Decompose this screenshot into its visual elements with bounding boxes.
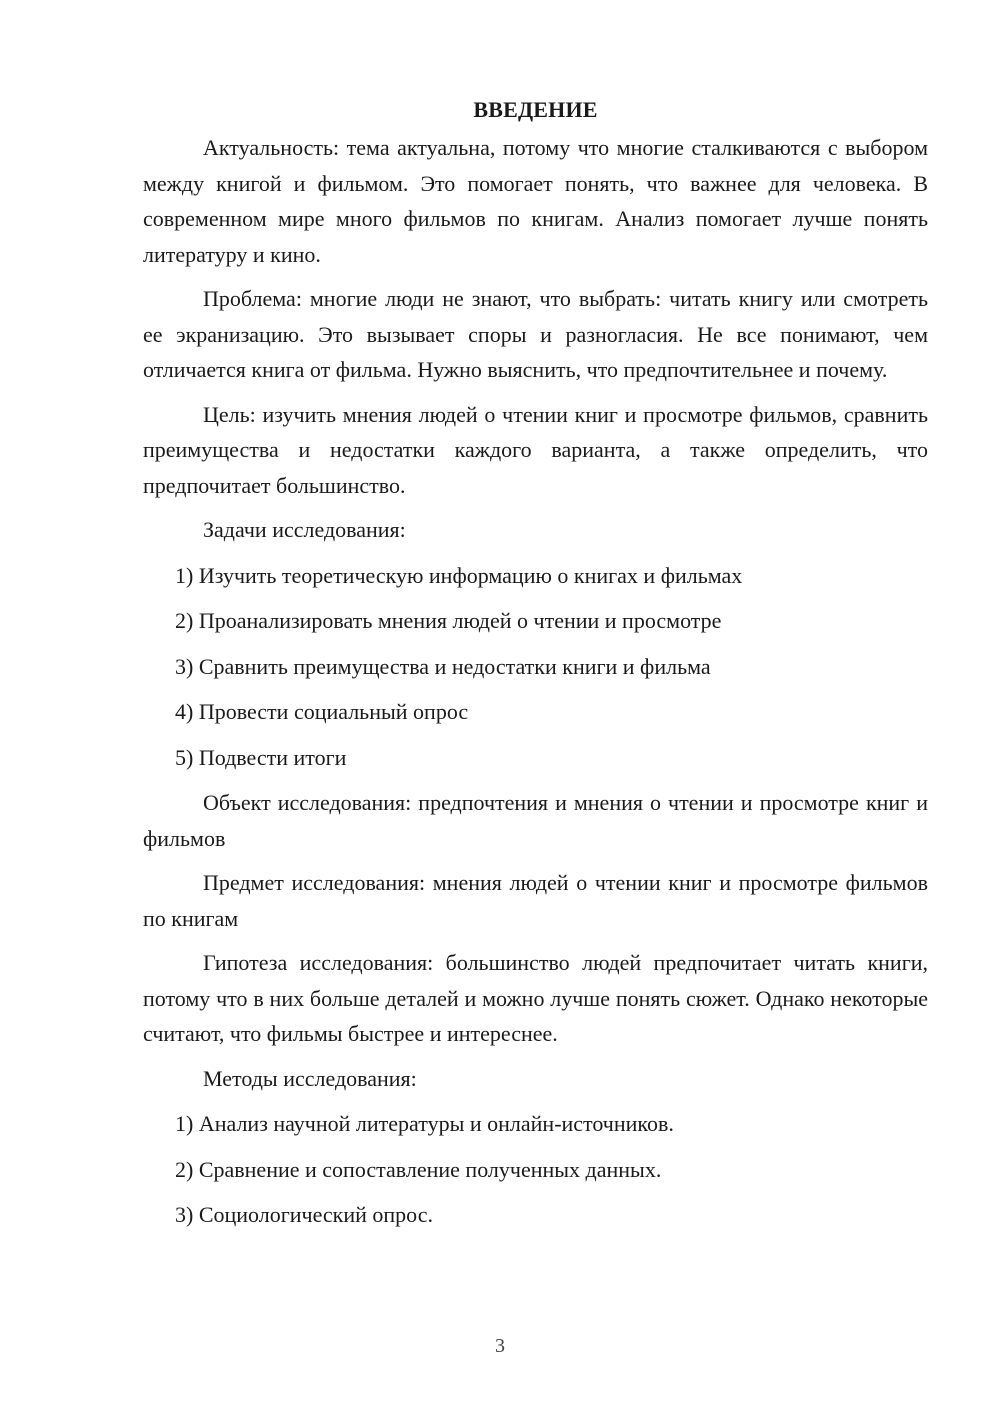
list-item: 2) Проанализировать мнения людей о чтении и просмотре xyxy=(175,608,722,633)
page-number: 3 xyxy=(495,1335,505,1357)
hypothesis-paragraph: Гипотеза исследования: большинство людей предпочитает читать книги, потому что в них больше деталей и можно лучше понять сюжет. Однако некоторые считают, что фильмы быстрее и интереснее. xyxy=(143,950,928,1046)
list-item: 3) Сравнить преимущества и недостатки книги и фильма xyxy=(175,653,711,679)
document-page xyxy=(143,96,928,1243)
list-item: 5) Подвести итоги xyxy=(175,744,347,770)
tasks-label: Задачи исследования: xyxy=(203,517,406,542)
list-item: 1) Анализ научной литературы и онлайн-источников. xyxy=(175,1111,674,1136)
page-title: ВВЕДЕНИЕ xyxy=(473,97,598,122)
subject-paragraph: Предмет исследования: мнения людей о чтении книг и просмотре фильмов по книгам xyxy=(143,870,928,931)
list-item: 1) Изучить теоретическую информацию о книгах и фильмах xyxy=(175,562,743,588)
object-paragraph: Объект исследования: предпочтения и мнения о чтении и просмотре книг и фильмов xyxy=(143,790,928,851)
methods-list xyxy=(175,1106,928,1233)
tasks-list xyxy=(175,558,928,776)
list-item: 4) Провести социальный опрос xyxy=(175,699,469,724)
list-item: 2) Сравнение и сопоставление полученных данных. xyxy=(175,1156,662,1182)
problem-paragraph: Проблема: многие люди не знают, что выбрать: читать книгу или смотреть ее экранизацию. Это вызывает споры и разногласия. Не все понимают, чем отличается книга от фильма. Нужно выяснить, что предпочтительнее и почему. xyxy=(143,286,928,382)
relevance-paragraph: Актуальность: тема актуальна, потому что многие сталкиваются с выбором между книгой и фильмом. Это помогает понять, что важнее для человека. В современном мире много фильмов по книгам. Анализ помогает лучше понять литературу и кино. xyxy=(143,135,928,267)
list-item: 3) Социологический опрос. xyxy=(175,1202,433,1227)
goal-paragraph: Цель: изучить мнения людей о чтении книг и просмотре фильмов, сравнить преимущества и недостатки каждого варианта, а также определить, что предпочитает большинство. xyxy=(143,401,928,498)
methods-label: Методы исследования: xyxy=(203,1065,417,1091)
